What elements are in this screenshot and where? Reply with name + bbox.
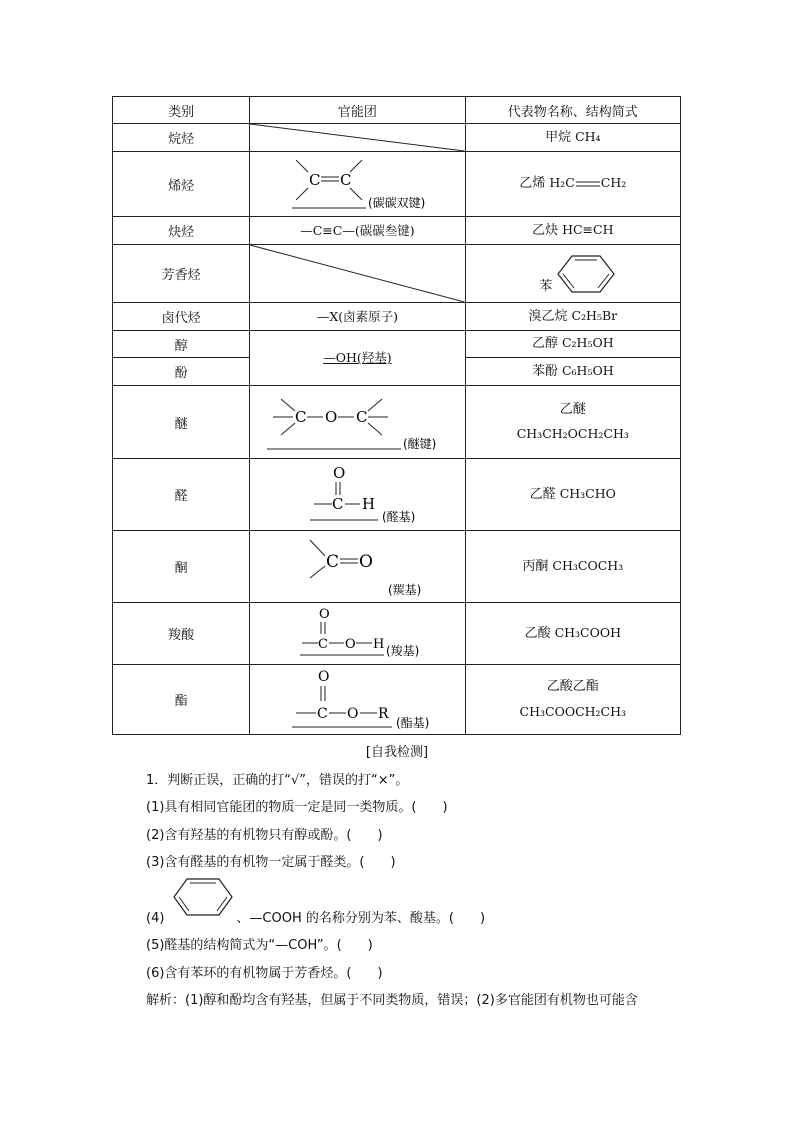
category-cell: 炔烃 xyxy=(113,217,250,245)
svg-text:C: C xyxy=(326,551,340,572)
question-item-4-number: (4) xyxy=(146,911,165,926)
representative-cell: 乙醚 CH₃CH₂OCH₂CH₃ xyxy=(465,386,680,459)
question-item-4-text: 、—COOH 的名称分别为苯、酸基。( ) xyxy=(236,911,486,926)
representative-cell: 乙酸乙酯 CH₃COOCH₂CH₃ xyxy=(465,665,680,735)
category-cell: 酚 xyxy=(113,358,250,386)
ether-bond-structure xyxy=(255,389,460,455)
svg-text:(碳碳双键): (碳碳双键) xyxy=(368,196,426,210)
svg-text:C: C xyxy=(340,171,352,189)
svg-text:C: C xyxy=(318,636,329,652)
table-row xyxy=(113,531,681,603)
category-cell: 醇 xyxy=(113,331,250,358)
svg-text:(羧基): (羧基) xyxy=(386,643,420,658)
representative-cell: 乙烯 H₂C CH₂ xyxy=(465,152,680,217)
table-row xyxy=(113,603,681,665)
category-cell: 羧酸 xyxy=(113,603,250,665)
representative-cell: 乙酸 CH₃COOH xyxy=(465,603,680,665)
representative-cell: 乙炔 HC≡CH xyxy=(465,217,680,245)
carboxyl-group-structure xyxy=(262,605,452,663)
empty-diagonal-cell xyxy=(250,245,465,303)
svg-text:O: O xyxy=(345,636,357,652)
svg-text:C: C xyxy=(294,408,307,426)
svg-text:C: C xyxy=(332,494,344,513)
carbonyl-group-structure xyxy=(262,534,452,600)
question-item-6: (6)含有苯环的有机物属于芳香烃。( ) xyxy=(146,966,383,981)
table-row xyxy=(113,152,681,217)
table-row xyxy=(113,124,681,152)
representative-cell: 乙醇 C₂H₅OH xyxy=(465,331,680,358)
table-row xyxy=(113,665,681,735)
question-item-5: (5)醛基的结构简式为“—COH”。( ) xyxy=(146,938,373,953)
category-cell: 烯烃 xyxy=(113,152,250,217)
aldehyde-group-structure xyxy=(262,462,452,528)
diagonal-line xyxy=(250,124,464,151)
svg-text:(羰基): (羰基) xyxy=(388,582,422,597)
functional-group-cell xyxy=(250,386,465,459)
svg-text:(醚键): (醚键) xyxy=(402,437,437,451)
category-cell: 烷烃 xyxy=(113,124,250,152)
representative-cell: 乙醛 CH₃CHO xyxy=(465,459,680,531)
representative-cell: 苯酚 C₆H₅OH xyxy=(465,358,680,386)
table-row xyxy=(113,386,681,459)
question-item-1: (1)具有相同官能团的物质一定是同一类物质。( ) xyxy=(146,800,448,815)
svg-text:O: O xyxy=(318,668,330,685)
svg-text:O: O xyxy=(347,705,359,722)
category-cell: 芳香烃 xyxy=(113,245,250,303)
question-instruction: 1．判断正误，正确的打“√”，错误的打“×”。 xyxy=(146,773,409,788)
svg-text:(酯基): (酯基) xyxy=(396,715,430,730)
header-category: 类别 xyxy=(113,97,250,124)
svg-text:O: O xyxy=(324,408,338,426)
svg-text:(醛基): (醛基) xyxy=(382,509,416,524)
functional-group-cell xyxy=(250,603,465,665)
svg-text:H: H xyxy=(373,636,385,652)
benzene-ring-icon xyxy=(172,876,234,918)
functional-group-cell: —C≡C—(碳碳叁键) xyxy=(250,217,465,245)
carbon-carbon-double-bond-structure xyxy=(262,154,452,214)
functional-group-cell: —OH(羟基) xyxy=(250,331,465,386)
svg-text:C: C xyxy=(355,408,368,426)
functional-group-cell: —X(卤素原子) xyxy=(250,303,465,331)
table-row xyxy=(113,303,681,331)
functional-group-table xyxy=(112,96,681,735)
category-cell: 醛 xyxy=(113,459,250,531)
svg-text:C: C xyxy=(309,171,321,189)
svg-text:O: O xyxy=(333,463,346,482)
functional-group-cell xyxy=(250,152,465,217)
table-row xyxy=(113,245,681,303)
category-cell: 酮 xyxy=(113,531,250,603)
svg-text:C: C xyxy=(317,705,329,722)
diagonal-line xyxy=(250,245,464,302)
svg-text:O: O xyxy=(319,606,331,622)
representative-cell: 苯 xyxy=(465,245,680,303)
category-cell: 醚 xyxy=(113,386,250,459)
table-row xyxy=(113,459,681,531)
category-cell: 酯 xyxy=(113,665,250,735)
representative-cell: 甲烷 CH₄ xyxy=(465,124,680,152)
empty-diagonal-cell xyxy=(250,124,465,152)
table-header-row xyxy=(113,97,681,124)
svg-text:H: H xyxy=(362,494,376,513)
representative-cell: 丙酮 CH₃COCH₃ xyxy=(465,531,680,603)
question-item-3: (3)含有醛基的有机物一定属于醛类。( ) xyxy=(146,855,396,870)
table-row xyxy=(113,331,681,358)
analysis-text: 解析：(1)醇和酚均含有羟基，但属于不同类物质，错误；(2)多官能团有机物也可能含 xyxy=(146,993,638,1008)
header-representative: 代表物名称、结构简式 xyxy=(465,97,680,124)
representative-cell: 溴乙烷 C₂H₅Br xyxy=(465,303,680,331)
functional-group-cell xyxy=(250,459,465,531)
self-check-title: [自我检测] xyxy=(365,745,429,760)
functional-group-cell xyxy=(250,665,465,735)
benzene-ring-icon xyxy=(556,252,616,296)
functional-group-cell xyxy=(250,531,465,603)
double-bond-symbol xyxy=(576,180,600,188)
svg-text:R: R xyxy=(378,705,389,722)
category-cell: 卤代烃 xyxy=(113,303,250,331)
table-row xyxy=(113,217,681,245)
question-item-2: (2)含有羟基的有机物只有醇或酚。( ) xyxy=(146,828,383,843)
ester-group-structure xyxy=(262,667,452,733)
svg-text:O: O xyxy=(359,551,374,572)
header-functional-group: 官能团 xyxy=(250,97,465,124)
